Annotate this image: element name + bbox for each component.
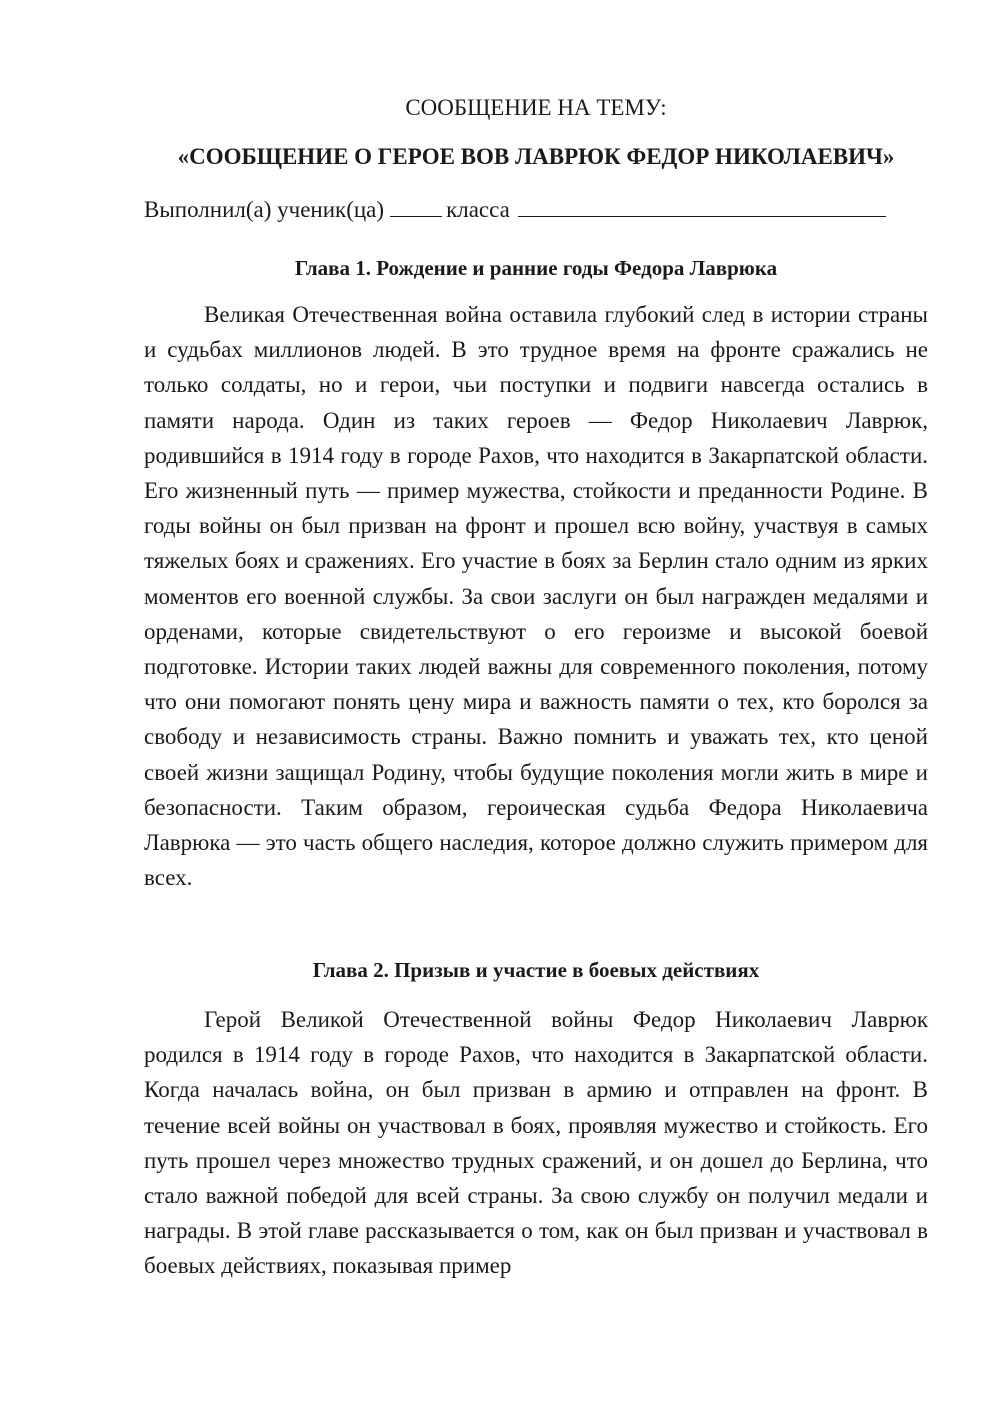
chapter-2-paragraph: Герой Великой Отечественной войны Федор Николаевич Лаврюк родился в 1914 году в городе Рахов, что находится в Закарпатской области. Когда началась война, он был призван в армию и отправлен на фронт. В течение всей войны он участвовал в боях, проявляя мужество и стойкость. Его путь прошел через множество трудных сражений, и он дошел до Берлина, что стало важной победой для всей страны. За свою службу он получил медали и награды. В этой главе рассказывается о том, как он был призван и участвовал в боевых действиях, показывая пример	[144, 1007, 928, 1279]
chapter-1-paragraph: Великая Отечественная война оставила глубокий след в истории страны и судьбах миллионов людей. В это трудное время на фронте сражались не только солдаты, но и герои, чьи поступки и подвиги навсегда остались в памяти народа. Один из таких героев — Федор Николаевич Лаврюк, родившийся в 1914 году в городе Рахов, что находится в Закарпатской области. Его жизненный путь — пример мужества, стойкости и преданности Родине. В годы войны он был призван на фронт и прошел всю войну, участвуя в самых тяжелых боях и сражениях. Его участие в боях за Берлин стало одним из ярких моментов его военной службы. За свои заслуги он был награжден медалями и орденами, которые свидетельствуют о его героизме и высокой боевой подготовке. Истории таких людей важны для современного поколения, потому что они помогают понять цену мира и важность памяти о тех, кто боролся за свободу и независимость страны. Важно помнить и уважать тех, кто ценой своей жизни защищал Родину, чтобы будущие поколения могли жить в мире и безопасности. Таким образом, героическая судьба Федора Николаевича Лаврюка — это часть общего наследия, которое должно служить примером для всех.	[144, 302, 928, 891]
document-title-line-1: СООБЩЕНИЕ НА ТЕМУ:	[405, 95, 667, 120]
grade-blank-field	[390, 198, 442, 217]
document-title-line-2: «СООБЩЕНИЕ О ГЕРОЕ ВОВ ЛАВРЮК ФЕДОР НИКОЛАЕВИЧ»	[177, 144, 895, 169]
class-blank-field	[518, 198, 886, 217]
chapter-2-heading: Глава 2. Призыв и участие в боевых действиях	[312, 958, 760, 982]
chapter-1-heading: Глава 1. Рождение и ранние годы Федора Лаврюка	[294, 256, 778, 280]
class-label: класса	[446, 197, 510, 222]
completed-by-label: Выполнил(а) ученик(ца)	[144, 197, 385, 222]
byline	[144, 195, 928, 225]
